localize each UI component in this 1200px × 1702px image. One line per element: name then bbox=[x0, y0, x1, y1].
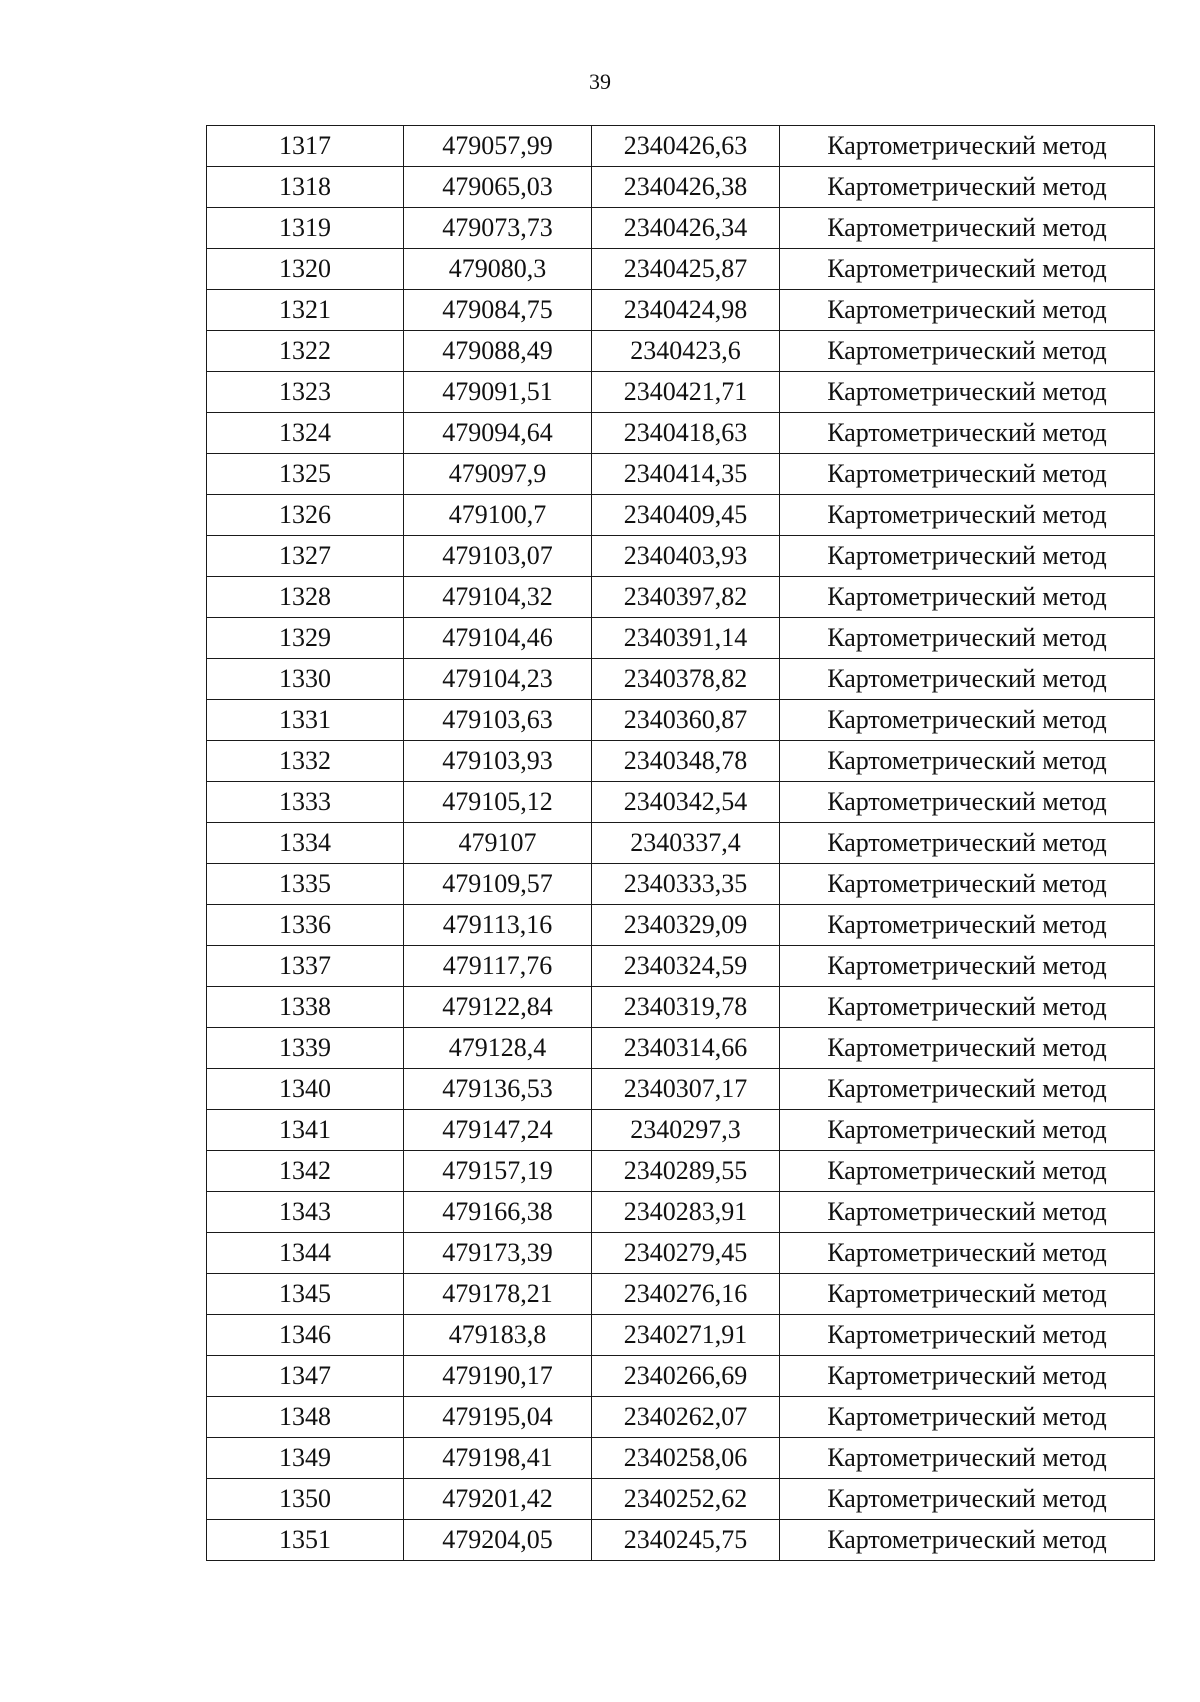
point-number-cell: 1328 bbox=[207, 577, 404, 618]
table-row bbox=[207, 331, 1155, 372]
point-number-cell: 1337 bbox=[207, 946, 404, 987]
x-coordinate-cell: 479173,39 bbox=[404, 1233, 592, 1274]
x-coordinate-cell: 479204,05 bbox=[404, 1520, 592, 1561]
table-row bbox=[207, 1028, 1155, 1069]
point-number-cell: 1333 bbox=[207, 782, 404, 823]
x-coordinate-cell: 479091,51 bbox=[404, 372, 592, 413]
point-number-cell: 1331 bbox=[207, 700, 404, 741]
point-number-cell: 1350 bbox=[207, 1479, 404, 1520]
x-coordinate-cell: 479094,64 bbox=[404, 413, 592, 454]
method-cell: Картометрический метод bbox=[780, 290, 1155, 331]
x-coordinate-cell: 479166,38 bbox=[404, 1192, 592, 1233]
y-coordinate-cell: 2340319,78 bbox=[592, 987, 780, 1028]
table-row bbox=[207, 618, 1155, 659]
y-coordinate-cell: 2340403,93 bbox=[592, 536, 780, 577]
x-coordinate-cell: 479104,32 bbox=[404, 577, 592, 618]
x-coordinate-cell: 479122,84 bbox=[404, 987, 592, 1028]
x-coordinate-cell: 479073,73 bbox=[404, 208, 592, 249]
method-cell: Картометрический метод bbox=[780, 700, 1155, 741]
table-row bbox=[207, 167, 1155, 208]
y-coordinate-cell: 2340426,63 bbox=[592, 126, 780, 167]
method-cell: Картометрический метод bbox=[780, 1069, 1155, 1110]
table-row bbox=[207, 864, 1155, 905]
x-coordinate-cell: 479103,63 bbox=[404, 700, 592, 741]
point-number-cell: 1320 bbox=[207, 249, 404, 290]
y-coordinate-cell: 2340276,16 bbox=[592, 1274, 780, 1315]
table-row bbox=[207, 659, 1155, 700]
method-cell: Картометрический метод bbox=[780, 741, 1155, 782]
table-row bbox=[207, 290, 1155, 331]
table-row bbox=[207, 987, 1155, 1028]
x-coordinate-cell: 479136,53 bbox=[404, 1069, 592, 1110]
y-coordinate-cell: 2340421,71 bbox=[592, 372, 780, 413]
table-row bbox=[207, 208, 1155, 249]
y-coordinate-cell: 2340425,87 bbox=[592, 249, 780, 290]
y-coordinate-cell: 2340314,66 bbox=[592, 1028, 780, 1069]
table-row bbox=[207, 1315, 1155, 1356]
point-number-cell: 1317 bbox=[207, 126, 404, 167]
y-coordinate-cell: 2340426,34 bbox=[592, 208, 780, 249]
x-coordinate-cell: 479183,8 bbox=[404, 1315, 592, 1356]
y-coordinate-cell: 2340271,91 bbox=[592, 1315, 780, 1356]
y-coordinate-cell: 2340414,35 bbox=[592, 454, 780, 495]
y-coordinate-cell: 2340324,59 bbox=[592, 946, 780, 987]
table-row bbox=[207, 249, 1155, 290]
x-coordinate-cell: 479147,24 bbox=[404, 1110, 592, 1151]
method-cell: Картометрический метод bbox=[780, 536, 1155, 577]
method-cell: Картометрический метод bbox=[780, 1110, 1155, 1151]
table-row bbox=[207, 126, 1155, 167]
method-cell: Картометрический метод bbox=[780, 1397, 1155, 1438]
y-coordinate-cell: 2340397,82 bbox=[592, 577, 780, 618]
point-number-cell: 1336 bbox=[207, 905, 404, 946]
point-number-cell: 1338 bbox=[207, 987, 404, 1028]
point-number-cell: 1342 bbox=[207, 1151, 404, 1192]
y-coordinate-cell: 2340329,09 bbox=[592, 905, 780, 946]
x-coordinate-cell: 479190,17 bbox=[404, 1356, 592, 1397]
y-coordinate-cell: 2340409,45 bbox=[592, 495, 780, 536]
point-number-cell: 1330 bbox=[207, 659, 404, 700]
point-number-cell: 1335 bbox=[207, 864, 404, 905]
method-cell: Картометрический метод bbox=[780, 782, 1155, 823]
table-row bbox=[207, 1274, 1155, 1315]
method-cell: Картометрический метод bbox=[780, 987, 1155, 1028]
point-number-cell: 1343 bbox=[207, 1192, 404, 1233]
point-number-cell: 1344 bbox=[207, 1233, 404, 1274]
x-coordinate-cell: 479157,19 bbox=[404, 1151, 592, 1192]
y-coordinate-cell: 2340279,45 bbox=[592, 1233, 780, 1274]
x-coordinate-cell: 479103,93 bbox=[404, 741, 592, 782]
table-row bbox=[207, 1479, 1155, 1520]
method-cell: Картометрический метод bbox=[780, 1356, 1155, 1397]
method-cell: Картометрический метод bbox=[780, 331, 1155, 372]
table-row bbox=[207, 1192, 1155, 1233]
method-cell: Картометрический метод bbox=[780, 249, 1155, 290]
y-coordinate-cell: 2340426,38 bbox=[592, 167, 780, 208]
x-coordinate-cell: 479128,4 bbox=[404, 1028, 592, 1069]
x-coordinate-cell: 479084,75 bbox=[404, 290, 592, 331]
x-coordinate-cell: 479109,57 bbox=[404, 864, 592, 905]
method-cell: Картометрический метод bbox=[780, 1028, 1155, 1069]
point-number-cell: 1322 bbox=[207, 331, 404, 372]
table-row bbox=[207, 782, 1155, 823]
x-coordinate-cell: 479105,12 bbox=[404, 782, 592, 823]
y-coordinate-cell: 2340337,4 bbox=[592, 823, 780, 864]
coordinates-table-body bbox=[207, 126, 1155, 1561]
method-cell: Картометрический метод bbox=[780, 1438, 1155, 1479]
coordinates-table bbox=[206, 125, 1155, 1561]
x-coordinate-cell: 479113,16 bbox=[404, 905, 592, 946]
method-cell: Картометрический метод bbox=[780, 1520, 1155, 1561]
method-cell: Картометрический метод bbox=[780, 1192, 1155, 1233]
method-cell: Картометрический метод bbox=[780, 495, 1155, 536]
point-number-cell: 1346 bbox=[207, 1315, 404, 1356]
method-cell: Картометрический метод bbox=[780, 1479, 1155, 1520]
x-coordinate-cell: 479104,23 bbox=[404, 659, 592, 700]
point-number-cell: 1334 bbox=[207, 823, 404, 864]
table-row bbox=[207, 372, 1155, 413]
point-number-cell: 1341 bbox=[207, 1110, 404, 1151]
method-cell: Картометрический метод bbox=[780, 823, 1155, 864]
method-cell: Картометрический метод bbox=[780, 372, 1155, 413]
point-number-cell: 1349 bbox=[207, 1438, 404, 1479]
method-cell: Картометрический метод bbox=[780, 126, 1155, 167]
method-cell: Картометрический метод bbox=[780, 1315, 1155, 1356]
point-number-cell: 1329 bbox=[207, 618, 404, 659]
table-row bbox=[207, 1151, 1155, 1192]
y-coordinate-cell: 2340418,63 bbox=[592, 413, 780, 454]
x-coordinate-cell: 479065,03 bbox=[404, 167, 592, 208]
method-cell: Картометрический метод bbox=[780, 618, 1155, 659]
method-cell: Картометрический метод bbox=[780, 659, 1155, 700]
y-coordinate-cell: 2340245,75 bbox=[592, 1520, 780, 1561]
table-row bbox=[207, 536, 1155, 577]
x-coordinate-cell: 479080,3 bbox=[404, 249, 592, 290]
y-coordinate-cell: 2340424,98 bbox=[592, 290, 780, 331]
method-cell: Картометрический метод bbox=[780, 1274, 1155, 1315]
method-cell: Картометрический метод bbox=[780, 1151, 1155, 1192]
table-row bbox=[207, 454, 1155, 495]
y-coordinate-cell: 2340289,55 bbox=[592, 1151, 780, 1192]
table-row bbox=[207, 700, 1155, 741]
method-cell: Картометрический метод bbox=[780, 577, 1155, 618]
method-cell: Картометрический метод bbox=[780, 208, 1155, 249]
point-number-cell: 1319 bbox=[207, 208, 404, 249]
y-coordinate-cell: 2340307,17 bbox=[592, 1069, 780, 1110]
page-number: 39 bbox=[589, 69, 611, 94]
x-coordinate-cell: 479178,21 bbox=[404, 1274, 592, 1315]
method-cell: Картометрический метод bbox=[780, 1233, 1155, 1274]
x-coordinate-cell: 479117,76 bbox=[404, 946, 592, 987]
table-row bbox=[207, 1397, 1155, 1438]
point-number-cell: 1325 bbox=[207, 454, 404, 495]
y-coordinate-cell: 2340423,6 bbox=[592, 331, 780, 372]
y-coordinate-cell: 2340348,78 bbox=[592, 741, 780, 782]
table-row bbox=[207, 1356, 1155, 1397]
y-coordinate-cell: 2340360,87 bbox=[592, 700, 780, 741]
point-number-cell: 1327 bbox=[207, 536, 404, 577]
y-coordinate-cell: 2340333,35 bbox=[592, 864, 780, 905]
table-row bbox=[207, 1438, 1155, 1479]
y-coordinate-cell: 2340297,3 bbox=[592, 1110, 780, 1151]
y-coordinate-cell: 2340283,91 bbox=[592, 1192, 780, 1233]
table-row bbox=[207, 1069, 1155, 1110]
method-cell: Картометрический метод bbox=[780, 905, 1155, 946]
y-coordinate-cell: 2340378,82 bbox=[592, 659, 780, 700]
table-row bbox=[207, 577, 1155, 618]
point-number-cell: 1347 bbox=[207, 1356, 404, 1397]
method-cell: Картометрический метод bbox=[780, 167, 1155, 208]
method-cell: Картометрический метод bbox=[780, 946, 1155, 987]
table-row bbox=[207, 946, 1155, 987]
point-number-cell: 1321 bbox=[207, 290, 404, 331]
x-coordinate-cell: 479097,9 bbox=[404, 454, 592, 495]
y-coordinate-cell: 2340262,07 bbox=[592, 1397, 780, 1438]
x-coordinate-cell: 479100,7 bbox=[404, 495, 592, 536]
table-row bbox=[207, 1110, 1155, 1151]
method-cell: Картометрический метод bbox=[780, 864, 1155, 905]
x-coordinate-cell: 479104,46 bbox=[404, 618, 592, 659]
table-row bbox=[207, 741, 1155, 782]
point-number-cell: 1348 bbox=[207, 1397, 404, 1438]
x-coordinate-cell: 479103,07 bbox=[404, 536, 592, 577]
y-coordinate-cell: 2340391,14 bbox=[592, 618, 780, 659]
point-number-cell: 1323 bbox=[207, 372, 404, 413]
point-number-cell: 1324 bbox=[207, 413, 404, 454]
point-number-cell: 1326 bbox=[207, 495, 404, 536]
table-row bbox=[207, 1233, 1155, 1274]
y-coordinate-cell: 2340258,06 bbox=[592, 1438, 780, 1479]
y-coordinate-cell: 2340266,69 bbox=[592, 1356, 780, 1397]
method-cell: Картометрический метод bbox=[780, 454, 1155, 495]
x-coordinate-cell: 479198,41 bbox=[404, 1438, 592, 1479]
table-row bbox=[207, 905, 1155, 946]
x-coordinate-cell: 479195,04 bbox=[404, 1397, 592, 1438]
y-coordinate-cell: 2340252,62 bbox=[592, 1479, 780, 1520]
x-coordinate-cell: 479107 bbox=[404, 823, 592, 864]
point-number-cell: 1332 bbox=[207, 741, 404, 782]
method-cell: Картометрический метод bbox=[780, 413, 1155, 454]
table-row bbox=[207, 413, 1155, 454]
table-row bbox=[207, 823, 1155, 864]
y-coordinate-cell: 2340342,54 bbox=[592, 782, 780, 823]
x-coordinate-cell: 479088,49 bbox=[404, 331, 592, 372]
point-number-cell: 1318 bbox=[207, 167, 404, 208]
point-number-cell: 1339 bbox=[207, 1028, 404, 1069]
table-row bbox=[207, 495, 1155, 536]
point-number-cell: 1340 bbox=[207, 1069, 404, 1110]
x-coordinate-cell: 479057,99 bbox=[404, 126, 592, 167]
x-coordinate-cell: 479201,42 bbox=[404, 1479, 592, 1520]
point-number-cell: 1351 bbox=[207, 1520, 404, 1561]
table-row bbox=[207, 1520, 1155, 1561]
point-number-cell: 1345 bbox=[207, 1274, 404, 1315]
